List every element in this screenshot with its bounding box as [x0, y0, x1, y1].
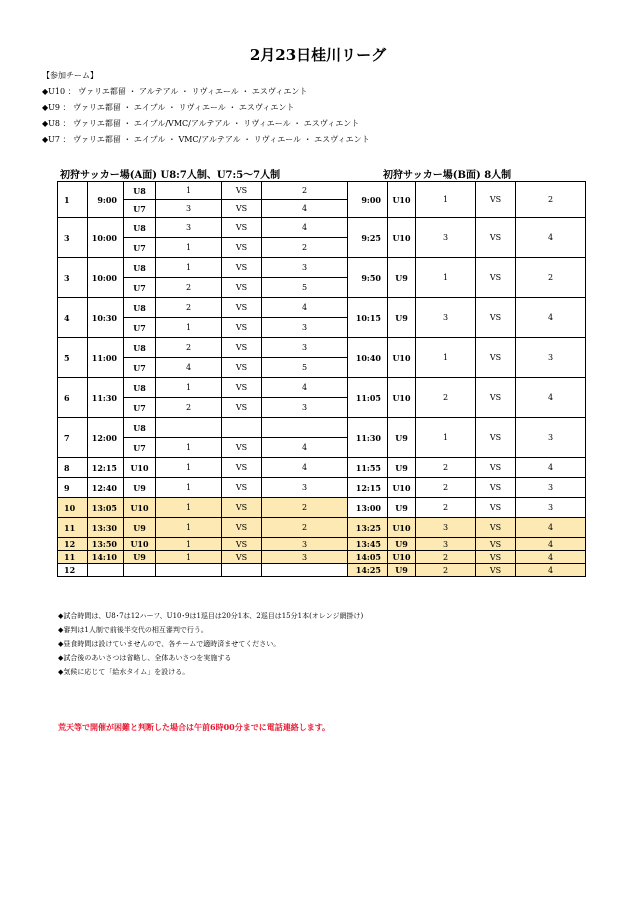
- field-b-row: [348, 218, 586, 258]
- match-time: 9:00: [348, 182, 388, 218]
- team-1: 1: [156, 438, 222, 458]
- age-category: U9: [388, 418, 416, 458]
- match-number: 1: [58, 182, 88, 218]
- field-b-row: [348, 298, 586, 338]
- age-category: U8: [124, 258, 156, 278]
- vs-label: VS: [476, 551, 516, 564]
- weather-warning: 荒天等で開催が困難と判断した場合は午前6時00分までに電話連絡します。: [58, 722, 331, 732]
- field-a-row: [58, 218, 348, 238]
- note-greeting: ◆試合後のあいさつは省略し、全体あいさつを実施する: [58, 654, 232, 662]
- field-b-row: [348, 258, 586, 298]
- team-1: 1: [416, 418, 476, 458]
- age-category: U10: [124, 498, 156, 518]
- team-2: 2: [262, 238, 348, 258]
- match-time: 13:50: [88, 538, 124, 551]
- age-category: U10: [388, 338, 416, 378]
- field-a-row: [58, 498, 348, 518]
- team-1: 1: [416, 182, 476, 218]
- age-category: U8: [124, 338, 156, 358]
- age-category: [124, 564, 156, 577]
- team-2: 4: [516, 538, 586, 551]
- match-number: 12: [58, 538, 88, 551]
- field-b-row: [348, 564, 586, 577]
- vs-label: VS: [222, 498, 262, 518]
- match-time: 14:10: [88, 551, 124, 564]
- age-category: U8: [124, 298, 156, 318]
- team-1: 1: [156, 518, 222, 538]
- match-time: 12:00: [88, 418, 124, 458]
- team-1: 2: [156, 398, 222, 418]
- match-number: 11: [58, 551, 88, 564]
- vs-label: VS: [222, 298, 262, 318]
- team-1: 3: [416, 518, 476, 538]
- team-1: 1: [156, 258, 222, 278]
- age-category: U9: [124, 551, 156, 564]
- team-2: 4: [516, 458, 586, 478]
- team-1: 1: [156, 378, 222, 398]
- match-time: 10:00: [88, 258, 124, 298]
- team-1: 1: [156, 538, 222, 551]
- team-2: 4: [516, 551, 586, 564]
- team-1: 4: [156, 358, 222, 378]
- match-number: 3: [58, 218, 88, 258]
- field-a-row: [58, 478, 348, 498]
- match-time: 14:25: [348, 564, 388, 577]
- match-time: 13:00: [348, 498, 388, 518]
- team-1: 3: [416, 218, 476, 258]
- match-time: 9:25: [348, 218, 388, 258]
- team-2: 4: [516, 378, 586, 418]
- field-b-row: [348, 551, 586, 564]
- vs-label: VS: [222, 182, 262, 200]
- note-match-time: ◆試合時間は、U8･7は12ハーフ、U10･9は1巡目は20分1本、2巡目は15分1本(オレンジ網掛け): [58, 612, 364, 620]
- field-a-row: [58, 378, 348, 398]
- match-time: 13:45: [348, 538, 388, 551]
- field-a-row: [58, 551, 348, 564]
- field-b-row: [348, 418, 586, 458]
- team-2: 4: [262, 218, 348, 238]
- team-1: 2: [156, 338, 222, 358]
- field-b-row: [348, 378, 586, 418]
- match-time: 14:05: [348, 551, 388, 564]
- match-time: 12:15: [348, 478, 388, 498]
- team-1: 1: [156, 551, 222, 564]
- team-1: 2: [156, 278, 222, 298]
- match-number: 7: [58, 418, 88, 458]
- match-number: 8: [58, 458, 88, 478]
- field-b-row: [348, 182, 586, 218]
- field-b-row: [348, 538, 586, 551]
- age-category: U9: [124, 518, 156, 538]
- vs-label: VS: [222, 551, 262, 564]
- team-2: 4: [262, 200, 348, 218]
- field-a-row: [58, 458, 348, 478]
- field-a-row: [58, 182, 348, 200]
- vs-label: VS: [476, 218, 516, 258]
- vs-label: VS: [222, 478, 262, 498]
- field-a-row: [58, 564, 348, 577]
- team-2: 4: [516, 218, 586, 258]
- team-1: 2: [416, 564, 476, 577]
- match-number: 4: [58, 298, 88, 338]
- vs-label: VS: [476, 458, 516, 478]
- match-time: 11:30: [348, 418, 388, 458]
- vs-label: VS: [476, 298, 516, 338]
- age-category: U10: [388, 478, 416, 498]
- age-category: U10: [388, 551, 416, 564]
- vs-label: VS: [476, 498, 516, 518]
- team-2: 2: [262, 518, 348, 538]
- vs-label: VS: [222, 278, 262, 298]
- team-1: 1: [416, 338, 476, 378]
- match-number: 3: [58, 258, 88, 298]
- vs-label: VS: [222, 338, 262, 358]
- vs-label: VS: [476, 478, 516, 498]
- team-1: 2: [416, 458, 476, 478]
- team-1: 1: [156, 458, 222, 478]
- vs-label: VS: [222, 200, 262, 218]
- vs-label: VS: [476, 378, 516, 418]
- teams-line-u7: ◆U7 ： ヴァリエ都留 ・ エイブル ・ VMC/アルテアル ・ リヴィエール ・ エスヴィエント: [42, 135, 370, 144]
- field-b-row: [348, 458, 586, 478]
- match-time: 10:30: [88, 298, 124, 338]
- note-lunch: ◆昼食時間は設けていませんので、各チームで適時済ませてください。: [58, 640, 281, 648]
- match-time: 13:05: [88, 498, 124, 518]
- age-category: U8: [124, 378, 156, 398]
- age-category: U10: [388, 518, 416, 538]
- vs-label: VS: [222, 518, 262, 538]
- team-2: 2: [516, 258, 586, 298]
- field-b-row: [348, 498, 586, 518]
- team-2: 3: [262, 538, 348, 551]
- teams-header: 【参加チーム】: [42, 71, 98, 80]
- field-a-row: [58, 338, 348, 358]
- teams-line-u10: ◆U10 ： ヴァリエ都留 ・ アルテアル ・ リヴィエール ・ エスヴィエント: [42, 87, 308, 96]
- field-b-title: 初狩サッカー場(B面) 8人制: [383, 170, 512, 181]
- field-b-row: [348, 338, 586, 378]
- age-category: U7: [124, 318, 156, 338]
- age-category: U8: [124, 182, 156, 200]
- field-a-schedule-table: [57, 181, 348, 577]
- team-2: 3: [262, 551, 348, 564]
- team-2: 4: [262, 458, 348, 478]
- match-time: 11:30: [88, 378, 124, 418]
- age-category: U9: [388, 258, 416, 298]
- age-category: U10: [388, 182, 416, 218]
- team-1: 1: [156, 498, 222, 518]
- team-2: 2: [262, 182, 348, 200]
- field-b-row: [348, 518, 586, 538]
- field-a-row: [58, 538, 348, 551]
- team-1: 2: [416, 378, 476, 418]
- match-time: 9:00: [88, 182, 124, 218]
- age-category: U7: [124, 200, 156, 218]
- team-2: 3: [262, 338, 348, 358]
- match-number: 11: [58, 518, 88, 538]
- age-category: U7: [124, 398, 156, 418]
- match-time: 13:25: [348, 518, 388, 538]
- team-2: 3: [262, 318, 348, 338]
- team-2: 2: [516, 182, 586, 218]
- age-category: U10: [388, 218, 416, 258]
- team-2: 3: [262, 478, 348, 498]
- team-2: 4: [262, 438, 348, 458]
- note-water-break: ◆気候に応じて「給水タイム」を設ける。: [58, 668, 190, 676]
- match-time: 9:50: [348, 258, 388, 298]
- vs-label: VS: [476, 518, 516, 538]
- team-2: 3: [262, 398, 348, 418]
- team-1: 3: [416, 538, 476, 551]
- team-1: 1: [156, 318, 222, 338]
- age-category: U9: [388, 538, 416, 551]
- team-2: 3: [516, 338, 586, 378]
- team-2: 3: [516, 498, 586, 518]
- vs-label: VS: [222, 238, 262, 258]
- match-time: 11:05: [348, 378, 388, 418]
- note-referee: ◆審判は1人制で前後半交代の相互審判で行う。: [58, 626, 208, 634]
- team-1: 2: [416, 498, 476, 518]
- vs-label: [222, 564, 262, 577]
- team-2: 5: [262, 278, 348, 298]
- team-1: 2: [416, 551, 476, 564]
- vs-label: VS: [222, 538, 262, 551]
- vs-label: VS: [222, 358, 262, 378]
- field-a-row: [58, 298, 348, 318]
- age-category: U7: [124, 358, 156, 378]
- team-2: 5: [262, 358, 348, 378]
- team-2: 3: [516, 478, 586, 498]
- field-b-row: [348, 478, 586, 498]
- vs-label: [222, 418, 262, 438]
- team-1: 3: [156, 200, 222, 218]
- team-1: 2: [416, 478, 476, 498]
- age-category: U9: [388, 298, 416, 338]
- team-2: 3: [262, 258, 348, 278]
- team-2: [262, 564, 348, 577]
- teams-line-u9: ◆U9 ： ヴァリエ都留 ・ エイブル ・ リヴィエール ・ エスヴィエント: [42, 103, 295, 112]
- vs-label: VS: [222, 218, 262, 238]
- team-2: 4: [516, 564, 586, 577]
- match-time: 10:15: [348, 298, 388, 338]
- field-a-row: [58, 418, 348, 438]
- vs-label: VS: [476, 564, 516, 577]
- team-2: 4: [516, 518, 586, 538]
- teams-line-u8: ◆U8 ： ヴァリエ都留 ・ エイブル/VMC/アルテアル ・ リヴィエール ・ エスヴィエント: [42, 119, 360, 128]
- team-2: 4: [262, 298, 348, 318]
- match-time: 10:00: [88, 218, 124, 258]
- team-1: 1: [156, 182, 222, 200]
- team-2: 2: [262, 498, 348, 518]
- match-time: 13:30: [88, 518, 124, 538]
- match-number: 5: [58, 338, 88, 378]
- age-category: U9: [388, 498, 416, 518]
- age-category: U7: [124, 438, 156, 458]
- match-time: 12:15: [88, 458, 124, 478]
- team-2: [262, 418, 348, 438]
- age-category: U8: [124, 218, 156, 238]
- vs-label: VS: [476, 258, 516, 298]
- team-2: 4: [262, 378, 348, 398]
- team-2: 3: [516, 418, 586, 458]
- vs-label: VS: [222, 458, 262, 478]
- field-a-title: 初狩サッカー場(A面) U8:7人制、U7:5～7人制: [60, 170, 281, 181]
- field-a-row: [58, 258, 348, 278]
- notes-section: [58, 611, 363, 681]
- age-category: U10: [124, 538, 156, 551]
- age-category: U9: [388, 458, 416, 478]
- match-number: 10: [58, 498, 88, 518]
- age-category: U9: [124, 478, 156, 498]
- match-time: 10:40: [348, 338, 388, 378]
- team-1: [156, 564, 222, 577]
- team-1: 2: [156, 298, 222, 318]
- match-number: 6: [58, 378, 88, 418]
- page-title: 2月23日桂川リーグ: [249, 46, 387, 64]
- team-1: 3: [156, 218, 222, 238]
- age-category: U7: [124, 238, 156, 258]
- team-1: 3: [416, 298, 476, 338]
- vs-label: VS: [476, 538, 516, 551]
- vs-label: VS: [476, 338, 516, 378]
- vs-label: VS: [222, 258, 262, 278]
- vs-label: VS: [476, 182, 516, 218]
- match-time: [88, 564, 124, 577]
- vs-label: VS: [222, 398, 262, 418]
- age-category: U10: [124, 458, 156, 478]
- match-time: 12:40: [88, 478, 124, 498]
- vs-label: VS: [222, 438, 262, 458]
- team-2: 4: [516, 298, 586, 338]
- vs-label: VS: [476, 418, 516, 458]
- vs-label: VS: [222, 318, 262, 338]
- vs-label: VS: [222, 378, 262, 398]
- team-1: 1: [156, 238, 222, 258]
- field-b-schedule-table: [347, 181, 586, 577]
- team-1: 1: [416, 258, 476, 298]
- team-1: [156, 418, 222, 438]
- field-a-row: [58, 518, 348, 538]
- match-time: 11:00: [88, 338, 124, 378]
- match-number: 9: [58, 478, 88, 498]
- match-time: 11:55: [348, 458, 388, 478]
- age-category: U10: [388, 378, 416, 418]
- team-1: 1: [156, 478, 222, 498]
- age-category: U8: [124, 418, 156, 438]
- age-category: U9: [388, 564, 416, 577]
- match-number: 12: [58, 564, 88, 577]
- age-category: U7: [124, 278, 156, 298]
